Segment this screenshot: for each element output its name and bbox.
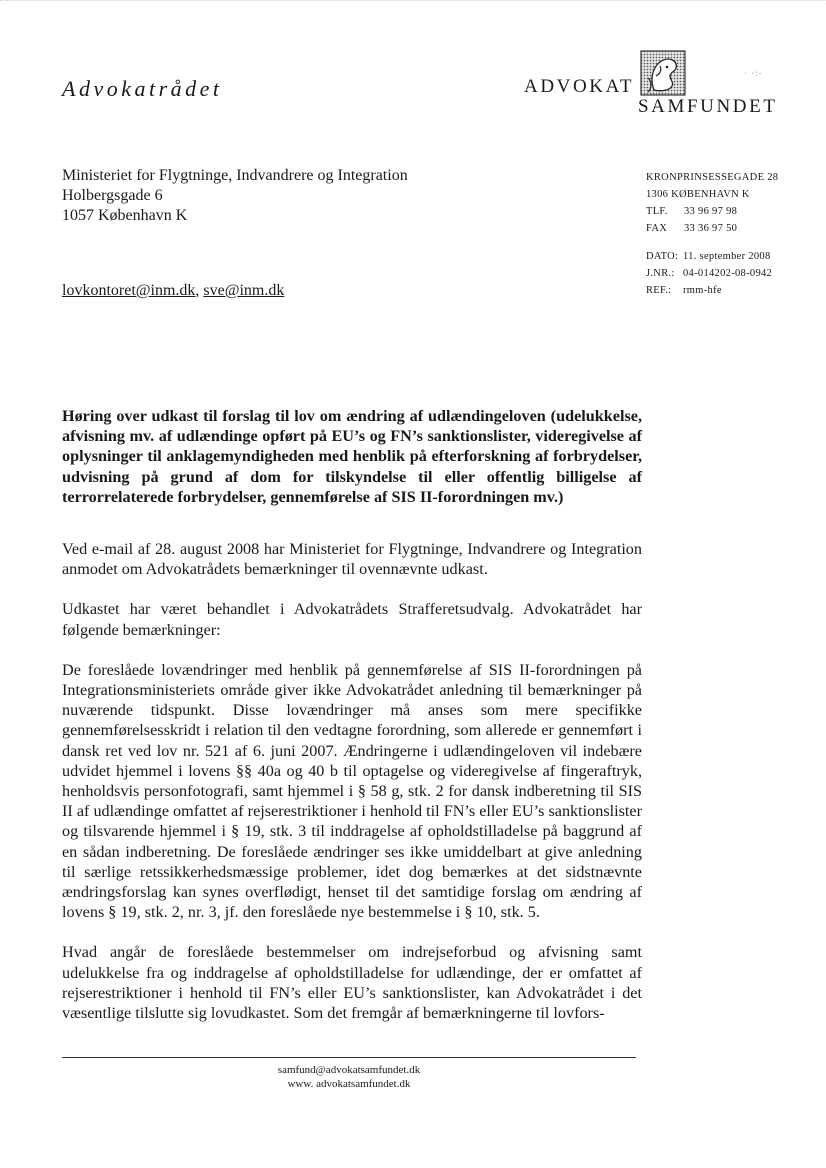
advokatsamfundet-emblem-icon xyxy=(640,50,686,96)
recipient-address xyxy=(62,166,408,226)
recipient-emails xyxy=(62,282,284,300)
body-paragraph: Ved e-mail af 28. august 2008 har Ministeriet for Flygtninge, Indvandrere og Integration anmodet om Advokatrådets bemærkninger til ovennævnte udkast. xyxy=(62,540,642,579)
fax-label: FAX xyxy=(646,223,668,234)
body-paragraph: Udkastet har været behandlet i Advokatrådets Strafferetsudvalg. Advokatrådet har følgende bemærkninger: xyxy=(62,600,642,639)
email-link-sve[interactable]: sve@inm.dk xyxy=(203,282,285,299)
recipient-line: Ministeriet for Flygtninge, Indvandrere og Integration xyxy=(62,167,408,184)
journal-value: 04-014202-08-0942 xyxy=(683,268,773,279)
footer-email[interactable]: samfund@advokatsamfundet.dk xyxy=(277,1064,421,1076)
journal-row xyxy=(646,265,778,282)
footer-website[interactable]: www. advokatsamfundet.dk xyxy=(287,1078,411,1090)
fax-value: 33 36 97 50 xyxy=(684,223,738,234)
recipient-line: Holbergsgade 6 xyxy=(62,187,163,204)
phone-label: TLF. xyxy=(646,206,668,217)
letter-body xyxy=(62,539,642,1043)
email-link-lovkontoret[interactable]: lovkontoret@inm.dk xyxy=(62,282,196,299)
reference-label: REF.: xyxy=(646,285,672,296)
sender-city: 1306 KØBENHAVN K xyxy=(646,189,750,200)
sender-phone-row xyxy=(646,203,778,220)
reference-value: rmm-hfe xyxy=(683,285,722,296)
reference-row xyxy=(646,282,778,299)
recipient-line: 1057 København K xyxy=(62,207,188,224)
advokatsamfundet-logo xyxy=(520,50,790,120)
email-separator: , xyxy=(195,282,204,299)
sender-street: KRONPRINSESSEGADE 28 xyxy=(646,172,779,183)
date-label: DATO: xyxy=(646,251,679,262)
letter-title: Høring over udkast til forslag til lov om ændring af udlændingeloven (udelukkelse, afvisning mv. af udlændinge opført på EU’s og FN’s sanktionslister, videregivelse af oplysninger til anklagemyndigheden med henblik på efterforskning af forbrydelser, udvisning på grund af dom for tilskyndelse til eller offentlig billigelse af terrorrelaterede forbrydelser, gennemførelse af SIS II-forordningen mv.) xyxy=(62,407,642,506)
body-paragraph: Hvad angår de foreslåede bestemmelser om indrejseforbud og afvisning samt udelukkelse fra og inddragelse af opholdstilladelse for udlændinge, der er omfattet af rejserestriktioner i henhold til FN’s eller EU’s sanktionslister, kan Advokatrådet i det væsentlige tilslutte sig lovudkastet. Som det fremgår af bemærkningerne til lovfors- xyxy=(62,943,642,1023)
sender-info xyxy=(646,169,778,299)
logo-word-samfundet: SAMFUNDET xyxy=(638,96,778,117)
brand-advokatraadet: Advokatrådet xyxy=(62,76,223,101)
journal-label: J.NR.: xyxy=(646,268,675,279)
phone-value: 33 96 97 98 xyxy=(684,206,738,217)
scan-edge xyxy=(0,0,826,7)
date-value: 11. september 2008 xyxy=(683,251,771,262)
body-paragraph: De foreslåede lovændringer med henblik på gennemførelse af SIS II-forordningen på Integrationsministeriets område giver ikke Advokatrådet anledning til bemærkninger på nuværende tidspunkt. Disse lovændringer må anses som mere specifikke gennemførelsesskridt i relation til den vedtagne forordning, som allerede er gennemført i dansk ret ved lov nr. 521 af 6. juni 2007. Ændringerne i udlændingeloven vil indebære udvidet hjemmel i lovens §§ 40a og 40 b til optagelse og videregivelse af fingeraftryk, henholdsvis personfotografi, samt hjemmel i § 58 g, stk. 2 for dansk indberetning til SIS II af udlændinge omfattet af rejserestriktioner i henhold til FN’s eller EU’s sanktionslister og tilsvarende hjemmel i § 19, stk. 3 til inddragelse af opholdstilladelse på baggrund af en sådan indberetning. De foreslåede ændringer ses ikke umiddelbart at give anledning til særlige retssikkerhedsmæssige problemer, idet dog bemærkes at det sidstnævnte ændringsforslag kan synes overflødigt, henset til det samtidige forslag om ændring af lovens § 19, stk. 2, nr. 3, jf. den foreslåede nye bestemmelse i § 10, stk. 5. xyxy=(62,660,642,922)
sender-fax-row xyxy=(646,220,778,237)
footer xyxy=(62,1063,636,1091)
footer-divider xyxy=(62,1057,636,1058)
logo-word-advokat: ADVOKAT xyxy=(524,76,635,97)
scan-mark: · ·:- xyxy=(744,68,763,78)
date-row xyxy=(646,248,778,265)
